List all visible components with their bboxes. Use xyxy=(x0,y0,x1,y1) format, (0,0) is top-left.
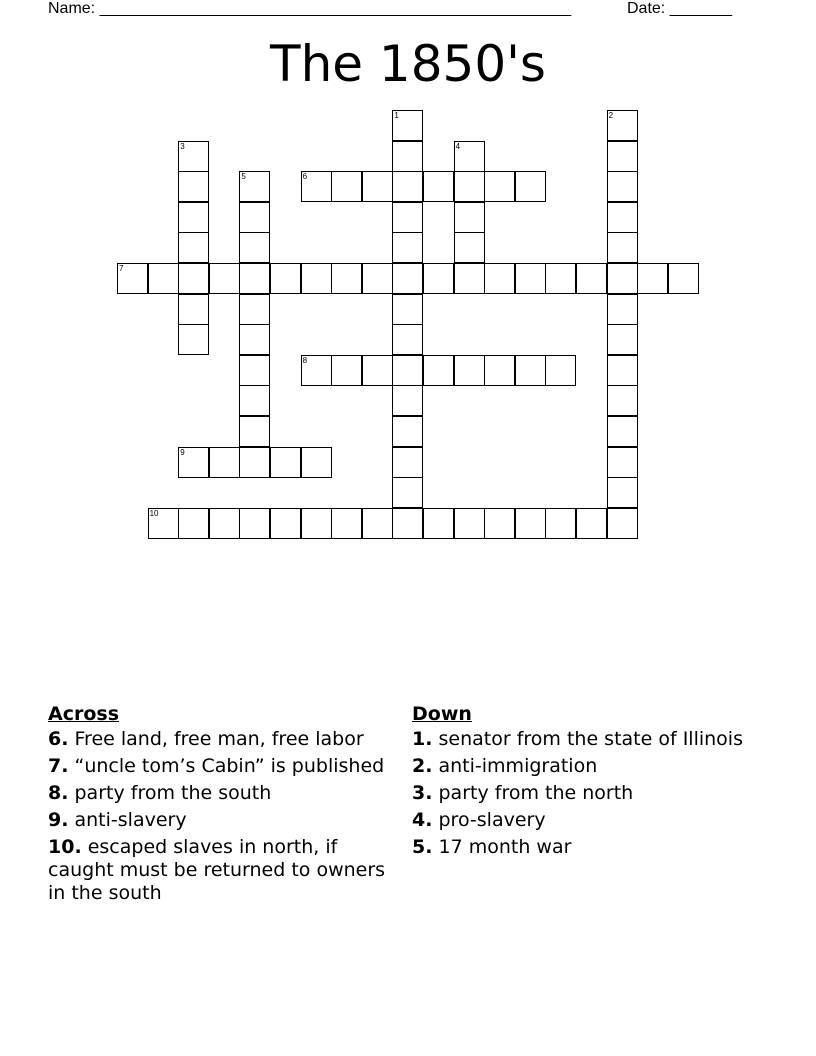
clue-number-label: 2 xyxy=(608,111,614,120)
crossword-cell[interactable] xyxy=(423,263,454,294)
crossword-cell[interactable] xyxy=(209,263,240,294)
crossword-cell[interactable] xyxy=(607,324,638,355)
crossword-cell[interactable] xyxy=(423,508,454,539)
clue-text: anti-slavery xyxy=(74,809,187,831)
crossword-cell[interactable] xyxy=(637,263,668,294)
crossword-cell[interactable] xyxy=(454,171,485,202)
crossword-cell[interactable] xyxy=(668,263,699,294)
crossword-cell[interactable] xyxy=(362,171,393,202)
crossword-cell[interactable] xyxy=(607,447,638,478)
crossword-cell[interactable] xyxy=(454,355,485,386)
crossword-cell[interactable] xyxy=(607,477,638,508)
crossword-cell[interactable] xyxy=(607,385,638,416)
crossword-cell[interactable] xyxy=(607,110,638,141)
page-title: The 1850's xyxy=(270,35,546,93)
crossword-cell[interactable] xyxy=(454,232,485,263)
crossword-cell[interactable] xyxy=(270,263,301,294)
crossword-cell[interactable] xyxy=(239,355,270,386)
crossword-cell[interactable] xyxy=(239,324,270,355)
crossword-cell[interactable] xyxy=(239,263,270,294)
crossword-cell[interactable] xyxy=(545,263,576,294)
across-clue xyxy=(48,755,393,778)
crossword-cell[interactable] xyxy=(178,171,209,202)
crossword-cell[interactable] xyxy=(117,263,148,294)
clue-text: “uncle tom’s Cabin” is published xyxy=(74,755,385,777)
crossword-cell[interactable] xyxy=(239,416,270,447)
crossword-cell[interactable] xyxy=(392,232,423,263)
crossword-cell[interactable] xyxy=(392,324,423,355)
crossword-cell[interactable] xyxy=(392,110,423,141)
crossword-cell[interactable] xyxy=(484,508,515,539)
clue-text: pro-slavery xyxy=(438,809,546,831)
clue-number: 7. xyxy=(48,755,69,777)
crossword-cell[interactable] xyxy=(392,171,423,202)
crossword-cell[interactable] xyxy=(607,355,638,386)
crossword-cell[interactable] xyxy=(178,202,209,233)
clue-number-label: 7 xyxy=(119,264,124,273)
crossword-cell[interactable] xyxy=(545,355,576,386)
crossword-cell[interactable] xyxy=(454,263,485,294)
crossword-cell[interactable] xyxy=(362,508,393,539)
clue-text: senator from the state of Illinois xyxy=(438,728,743,750)
crossword-cell[interactable] xyxy=(331,355,362,386)
crossword-cell[interactable] xyxy=(178,294,209,325)
crossword-cell[interactable] xyxy=(301,171,332,202)
across-heading: Across xyxy=(48,703,120,725)
across-clue xyxy=(48,836,393,905)
crossword-cell[interactable] xyxy=(331,171,362,202)
crossword-cell[interactable] xyxy=(301,447,332,478)
crossword-cell[interactable] xyxy=(270,447,301,478)
crossword-cell[interactable] xyxy=(392,141,423,172)
clue-number: 4. xyxy=(412,809,433,831)
crossword-cell[interactable] xyxy=(484,263,515,294)
crossword-cell[interactable] xyxy=(576,508,607,539)
crossword-cell[interactable] xyxy=(515,263,546,294)
crossword-cell[interactable] xyxy=(209,447,240,478)
crossword-cell[interactable] xyxy=(178,141,209,172)
crossword-cell[interactable] xyxy=(301,263,332,294)
crossword-cell[interactable] xyxy=(392,508,423,539)
crossword-cell[interactable] xyxy=(423,171,454,202)
crossword-cell[interactable] xyxy=(392,355,423,386)
crossword-cell[interactable] xyxy=(331,508,362,539)
clue-number-label: 6 xyxy=(302,172,308,182)
crossword-cell[interactable] xyxy=(454,508,485,539)
crossword-cell[interactable] xyxy=(239,508,270,539)
clue-number: 5. xyxy=(412,836,433,858)
crossword-cell[interactable] xyxy=(239,202,270,233)
clue-text: 17 month war xyxy=(438,836,572,858)
clue-number-label: 8 xyxy=(302,355,308,365)
crossword-cell[interactable] xyxy=(607,171,638,202)
crossword-cell[interactable] xyxy=(270,508,301,539)
crossword-cell[interactable] xyxy=(607,232,638,263)
crossword-cell[interactable] xyxy=(392,202,423,233)
clue-number: 1. xyxy=(412,728,433,750)
crossword-cell[interactable] xyxy=(392,477,423,508)
crossword-cell[interactable] xyxy=(607,263,638,294)
crossword-cell[interactable] xyxy=(301,508,332,539)
crossword-cell[interactable] xyxy=(178,447,209,478)
crossword-cell[interactable] xyxy=(239,447,270,478)
crossword-cell[interactable] xyxy=(239,294,270,325)
crossword-cell[interactable] xyxy=(239,171,270,202)
crossword-cell[interactable] xyxy=(148,263,179,294)
crossword-cell[interactable] xyxy=(301,355,332,386)
crossword-cell[interactable] xyxy=(545,508,576,539)
crossword-cell[interactable] xyxy=(607,294,638,325)
clue-text: anti-immigration xyxy=(438,755,598,777)
crossword-cell[interactable] xyxy=(607,202,638,233)
clue-number: 6. xyxy=(48,728,69,750)
crossword-cell[interactable] xyxy=(454,141,485,172)
clue-text: party from the north xyxy=(438,782,634,804)
crossword-cell[interactable] xyxy=(607,416,638,447)
clue-number-label: 3 xyxy=(180,141,185,151)
crossword-cell[interactable] xyxy=(607,141,638,172)
crossword-cell[interactable] xyxy=(239,232,270,263)
clue-text: Free land, free man, free labor xyxy=(74,728,364,750)
across-clue xyxy=(48,782,393,805)
clue-number-label: 4 xyxy=(455,141,461,151)
crossword-cell[interactable] xyxy=(484,171,515,202)
down-clue xyxy=(412,755,772,778)
crossword-cell[interactable] xyxy=(178,508,209,539)
clue-number: 10. xyxy=(48,836,82,858)
crossword-cell[interactable] xyxy=(178,324,209,355)
clue-number: 9. xyxy=(48,809,69,831)
crossword-cell[interactable] xyxy=(148,508,179,539)
down-clue xyxy=(412,728,772,751)
down-clue xyxy=(412,809,772,832)
crossword-cell[interactable] xyxy=(607,508,638,539)
crossword-cell[interactable] xyxy=(209,508,240,539)
crossword-cell[interactable] xyxy=(239,385,270,416)
across-clues xyxy=(48,703,393,909)
clue-number-label: 1 xyxy=(394,111,399,120)
clue-number-label: 10 xyxy=(149,508,159,518)
clue-number: 2. xyxy=(412,755,433,777)
crossword-cell[interactable] xyxy=(331,263,362,294)
crossword-cell[interactable] xyxy=(515,508,546,539)
down-heading: Down xyxy=(412,703,472,725)
clue-number: 8. xyxy=(48,782,69,804)
clue-text: party from the south xyxy=(74,782,272,804)
clue-number-label: 5 xyxy=(241,172,246,182)
crossword-cell[interactable] xyxy=(392,263,423,294)
across-clue xyxy=(48,728,393,751)
crossword-cell[interactable] xyxy=(484,355,515,386)
clue-number-label: 9 xyxy=(180,447,185,457)
down-clue xyxy=(412,836,772,859)
crossword-cell[interactable] xyxy=(392,385,423,416)
crossword-cell[interactable] xyxy=(392,416,423,447)
crossword-cell[interactable] xyxy=(576,263,607,294)
down-clues xyxy=(412,703,772,863)
clue-text: escaped slaves in north, if caught must be returned to owners in the south xyxy=(48,836,386,904)
crossword-cell[interactable] xyxy=(515,171,546,202)
crossword-cell[interactable] xyxy=(515,355,546,386)
crossword-cell[interactable] xyxy=(362,263,393,294)
crossword-cell[interactable] xyxy=(362,355,393,386)
crossword-cell[interactable] xyxy=(178,263,209,294)
crossword-cell[interactable] xyxy=(178,232,209,263)
down-clue xyxy=(412,782,772,805)
crossword-cell[interactable] xyxy=(392,294,423,325)
across-clue xyxy=(48,809,393,832)
date-field: Date: _______ xyxy=(627,0,732,17)
crossword-cell[interactable] xyxy=(454,202,485,233)
crossword-cell[interactable] xyxy=(423,355,454,386)
name-field: Name: _____________________________________________________ xyxy=(48,0,572,17)
clue-number: 3. xyxy=(412,782,433,804)
crossword-cell[interactable] xyxy=(392,447,423,478)
